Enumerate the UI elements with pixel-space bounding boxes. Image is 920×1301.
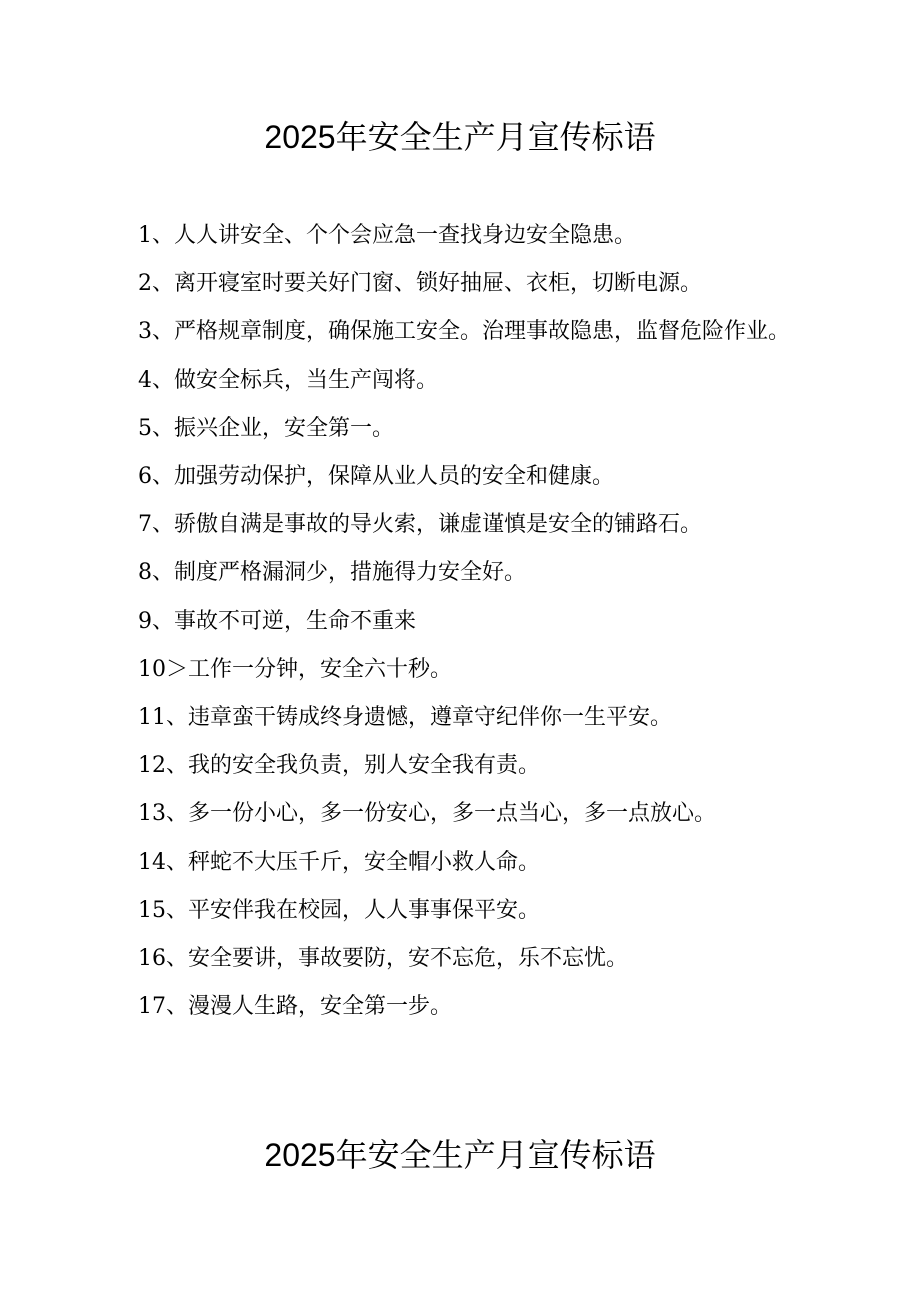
list-item: 11、违章蛮干铸成终身遗憾，遵章守纪伴你一生平安。 <box>138 705 672 731</box>
page-title: 2025年安全生产月宣传标语 <box>264 119 656 155</box>
slogan-list <box>138 212 798 1031</box>
list-item: 16、安全要讲，事故要防，安不忘危，乐不忘忧。 <box>138 946 628 972</box>
list-item: 2、离开寝室时要关好门窗、锁好抽屉、衣柜，切断电源。 <box>138 271 702 297</box>
list-item: 12、我的安全我负责，别人安全我有责。 <box>138 753 540 779</box>
list-item: 13、多一份小心，多一份安心，多一点当心，多一点放心。 <box>138 801 716 827</box>
list-item: 5、振兴企业，安全第一。 <box>138 415 394 441</box>
page-title-repeat: 2025年安全生产月宣传标语 <box>264 1137 656 1173</box>
list-item: 8、制度严格漏洞少，措施得力安全好。 <box>138 560 526 586</box>
list-item: 6、加强劳动保护，保障从业人员的安全和健康。 <box>138 464 614 490</box>
list-item: 17、漫漫人生路，安全第一步。 <box>138 994 452 1020</box>
list-item: 14、秤蛇不大压千斤，安全帽小救人命。 <box>138 849 540 875</box>
list-item: 4、做安全标兵，当生产闯将。 <box>138 367 438 393</box>
list-item: 10＞工作一分钟，安全六十秒。 <box>138 656 452 682</box>
list-item: 9、事故不可逆，生命不重来 <box>138 608 416 634</box>
list-item: 3、严格规章制度，确保施工安全。治理事故隐患，监督危险作业。 <box>138 319 790 345</box>
list-item: 15、平安伴我在校园，人人事事保平安。 <box>138 897 540 923</box>
list-item: 1、人人讲安全、个个会应急一查找身边安全隐患。 <box>138 223 636 248</box>
list-item: 7、骄傲自满是事故的导火索，谦虚谨慎是安全的铺路石。 <box>138 512 702 538</box>
